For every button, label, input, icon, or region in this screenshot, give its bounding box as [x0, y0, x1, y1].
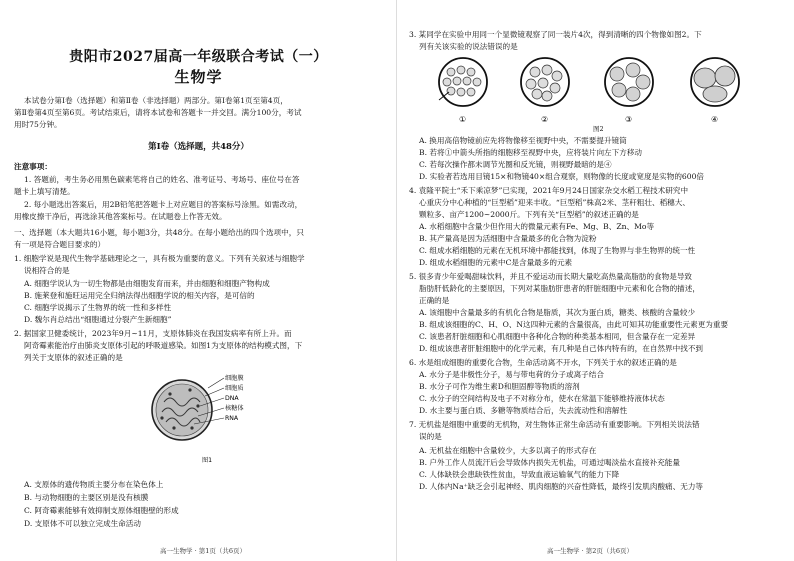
section1-heading: 一、选择题（本大题共16小题，每小题3分，共48分。在每小题给出的四个选项中，只: [14, 228, 304, 237]
q4-stem: 4. 袁隆平院士“禾下乘凉梦”已实现，2021年9月24日国家杂交水稻工程技术研究中: [409, 186, 689, 195]
q2-stem: 列关于支原体的叙述正确的是: [24, 353, 123, 362]
figure2-label: ④: [711, 115, 719, 124]
q6-option-c: C. 水分子的空间结构及电子不对称分布，使水在常温下能够维持液体状态: [419, 394, 665, 403]
q2-option-d: D. 支原体不可以独立完成生命活动: [24, 519, 141, 528]
figure2-caption: 图2: [593, 125, 604, 133]
q2-option-b: B. 与动物细胞的主要区别是没有核膜: [24, 493, 149, 502]
figure2-microscope-fields: [433, 56, 753, 128]
q5-stem: 脂肪肝低龄化的主要原因，下列对某脂肪肝患者的肝脏细胞中元素和化合物的描述，: [419, 284, 700, 293]
q7-stem: 误的是: [419, 432, 442, 441]
q1-option-d: D. 魏尔肖总结出“细胞通过分裂产生新细胞”: [24, 315, 172, 324]
figure2-label: ③: [625, 115, 633, 124]
q3-option-b: B. 若将①中箭头所指的细胞移至视野中央，应将装片向左下方移动: [419, 148, 643, 157]
notes-title: 注意事项：: [14, 162, 52, 171]
q1-stem: 1. 细胞学说是现代生物学基础理论之一，具有极为重要的意义。下列有关叙述与细胞学: [14, 254, 305, 263]
q1-option-a: A. 细胞学说认为一切生物都是由细胞发育而来，并由细胞和细胞产物构成: [24, 279, 270, 288]
page-footer-left: 高一生物学 · 第1页（共6页）: [160, 547, 246, 555]
q3-stem: 列有关该实验的说法错误的是: [419, 42, 518, 51]
figure1-mycoplasma-diagram: [150, 366, 260, 466]
intro-line: 本试卷分第Ⅰ卷（选择题）和第Ⅱ卷（非选择题）两部分。第Ⅰ卷第1页至第4页，: [24, 96, 288, 105]
q3-option-a: A. 换用高倍物镜前应先将物像移至视野中央，不需要提升镜筒: [419, 136, 627, 145]
q1-option-b: B. 施莱登和施旺运用完全归纳法得出细胞学说的相关内容，是可信的: [24, 291, 255, 300]
q3-option-d: D. 实验者若选用目镜15×和物镜40×组合观察，则物像的长度或宽度是实物的600倍: [419, 172, 704, 181]
q5-option-b: B. 组成该细胞的C、H、O、N这四种元素的含量很高，由此可知其功能重要性元素更为重要: [419, 320, 729, 329]
q4-stem: 心重庆分中心种植的“巨型稻”迎来丰收。“巨型稻”株高2米、茎秆粗壮、稻穗大、: [419, 198, 690, 207]
figure2-label: ①: [459, 115, 467, 124]
figure2-label: ②: [541, 115, 549, 124]
q7-stem: 7. 无机盐是细胞中重要的无机物，对生物体正常生命活动有重要影响。下列相关说法错: [409, 420, 700, 429]
q2-option-a: A. 支原体的遗传物质主要分布在染色体上: [24, 480, 164, 489]
q6-option-a: A. 水分子是非极性分子，易与带电荷的分子或离子结合: [419, 370, 604, 379]
intro-line: 用时75分钟。: [14, 120, 62, 129]
q5-option-d: D. 组成该患者肝脏细胞中的化学元素，有几种是自己体内特有的，在自然界中找不到: [419, 344, 704, 353]
exam-title: 贵阳市2027届高一年级联合考试（一）: [69, 49, 328, 65]
q5-stem: 5. 很多青少年爱喝甜味饮料，并且不爱运动而长期大量吃高热量高脂肪的食物是导致: [409, 272, 693, 281]
q3-stem: 3. 某同学在实验中用同一个显微镜观察了同一装片4次，得到清晰的四个物像如图2。下: [409, 30, 702, 39]
q1-stem: 说相符合的是: [24, 266, 70, 275]
q5-stem: 正确的是: [419, 296, 450, 305]
figure1-label: RNA: [225, 415, 239, 422]
notes-line: 题卡上填写清楚。: [14, 187, 75, 196]
section1-heading: 有一项是符合题目要求的）: [14, 240, 106, 249]
q7-option-a: A. 无机盐在细胞中含量较少，大多以离子的形式存在: [419, 446, 597, 455]
q4-option-a: A. 水稻细胞中含量少但作用大的微量元素有Fe、Mg、B、Zn、Mo等: [419, 222, 655, 231]
q2-stem: 2. 据国家卫健委统计，2023年9月~11月，支原体肺炎在我国发病率有所上升。而: [14, 329, 292, 338]
q2-option-c: C. 阿奇霉素能够有效抑制支原体细胞壁的形成: [24, 506, 179, 515]
q6-option-d: D. 水主要与蛋白质、多糖等物质结合后，失去流动性和溶解性: [419, 406, 628, 415]
intro-line: 第Ⅱ卷第4页至第6页。考试结束后，请将本试卷和答题卡一并交回。满分100分，考试: [14, 108, 302, 117]
q6-stem: 6. 水是组成细胞的重要化合物，生命活动离不开水，下列关于水的叙述正确的是: [409, 358, 677, 367]
q7-option-b: B. 户外工作人员流汗后会导致体内损失无机盐，可通过喝淡盐水直接补充能量: [419, 458, 680, 467]
q7-option-d: D. 人体内Na⁺缺乏会引起神经、肌肉细胞的兴奋性降低，最终引发肌肉酸痛、无力等: [419, 482, 704, 491]
figure1-label: 核糖体: [225, 405, 244, 412]
q4-option-b: B. 其产量高是因为活细胞中含量最多的化合物为淀粉: [419, 234, 597, 243]
right-column: [397, 0, 794, 561]
q1-option-c: C. 细胞学说揭示了生物界的统一性和多样性: [24, 303, 172, 312]
q4-stem: 颗粒多、亩产1200~2000斤。下列有关“巨型稻”的叙述正确的是: [419, 210, 639, 219]
q5-option-a: A. 该细胞中含量最多的有机化合物是脂质，其次为蛋白质，糖类、核酸的含量较少: [419, 308, 696, 317]
q4-option-d: D. 组成水稻细胞的元素中C是含量最多的元素: [419, 258, 573, 267]
page-footer-right: 高一生物学 · 第2页（共6页）: [547, 547, 633, 555]
notes-line: 2. 每小题选出答案后，用2B铅笔把答题卡上对应题目的答案标号涂黑。如需改动，: [24, 200, 303, 209]
q5-option-c: C. 该患者肝脏细胞和心肌细胞中各种化合物的种类基本相同，但含量存在一定差异: [419, 332, 696, 341]
q6-option-b: B. 水分子可作为维生素D和胆固醇等物质的溶剂: [419, 382, 580, 391]
figure1-label: DNA: [225, 395, 239, 402]
part1-title: 第Ⅰ卷（选择题，共48分）: [148, 142, 249, 152]
figure1-label: 细胞膜: [225, 375, 244, 382]
exam-subject: 生物学: [174, 68, 223, 86]
figure1-caption: 图1: [202, 457, 213, 464]
notes-line: 用橡皮擦干净后，再选涂其他答案标号。在试题卷上作答无效。: [14, 212, 227, 221]
notes-line: 1. 答题前，考生务必用黑色碳素笔将自己的姓名、准考证号、考场号、座位号在答: [24, 175, 300, 184]
q4-option-c: C. 组成水稻细胞的元素在无机环境中都能找到，体现了生物界与非生物界的统一性: [419, 246, 696, 255]
q3-option-c: C. 若每次操作都未调节光圈和反光镜，则视野最暗的是④: [419, 160, 612, 169]
q2-stem: 阿奇霉素能治疗由肺炎支原体引起的呼吸道感染。如图1为支原体的结构模式图，下: [24, 341, 303, 350]
figure1-label: 细胞质: [225, 385, 244, 392]
q7-option-c: C. 人体缺铁会患缺铁性贫血，导致血液运输氧气的能力下降: [419, 470, 620, 479]
